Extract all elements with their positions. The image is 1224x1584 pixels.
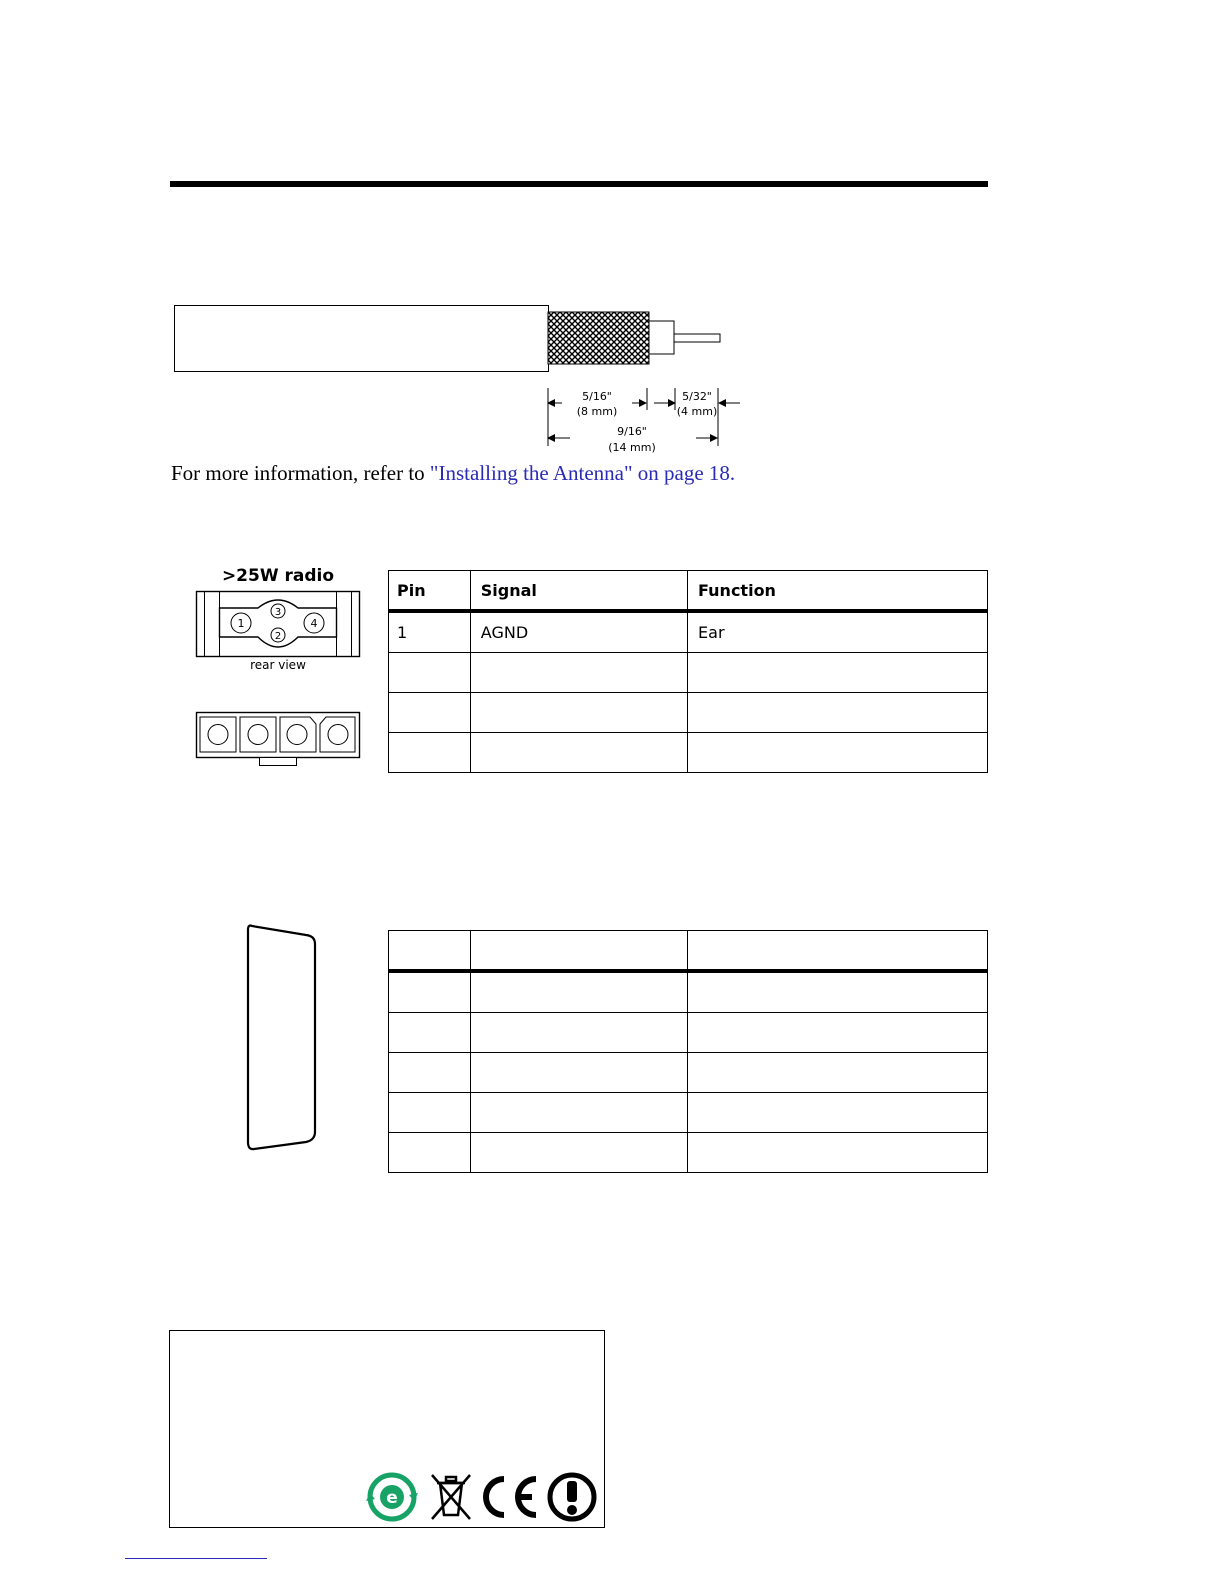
table-row (389, 693, 988, 733)
certification-box (169, 1330, 605, 1528)
table-row (389, 1133, 988, 1173)
table-cell (389, 1053, 471, 1093)
power-connector-diagram (190, 560, 370, 775)
table-row (389, 653, 988, 693)
table-row (389, 611, 988, 653)
recycle-e-icon (366, 1475, 418, 1519)
cell-pin (389, 733, 471, 773)
connector-title: >25W radio (221, 566, 335, 586)
reference-text (171, 461, 735, 486)
header-signal: Signal (470, 571, 687, 612)
svg-text:e: e (386, 1488, 398, 1508)
table-row (389, 733, 988, 773)
cell-signal: AGND (470, 611, 687, 653)
second-table (388, 930, 988, 1173)
table-cell (470, 1053, 687, 1093)
connector-caption: rear view (250, 658, 306, 672)
table-cell (389, 1013, 471, 1053)
dim-b-inch: 5/32" (682, 390, 712, 403)
cell-signal (470, 733, 687, 773)
dim-c-inch: 9/16" (617, 425, 647, 438)
header-col-1 (389, 931, 471, 972)
ce-mark-icon (486, 1479, 536, 1515)
table-cell (688, 1093, 988, 1133)
cell-signal (470, 653, 687, 693)
pin-4-label: 4 (310, 617, 318, 630)
table-header-row (389, 571, 988, 612)
table-cell (389, 1133, 471, 1173)
cable-center-conductor (674, 334, 720, 342)
header-pin: Pin (389, 571, 471, 612)
cable-strip-diagram (170, 300, 750, 460)
cell-function (688, 693, 988, 733)
table-row (389, 1053, 988, 1093)
installing-antenna-link[interactable]: "Installing the Antenna" on page 18. (429, 461, 736, 485)
pin-1-label: 1 (237, 617, 245, 630)
table-cell (470, 1093, 687, 1133)
cell-function: Ear (688, 611, 988, 653)
cable-dielectric (649, 321, 674, 354)
cell-pin: 1 (389, 611, 471, 653)
cell-function (688, 733, 988, 773)
header-function: Function (688, 571, 988, 612)
table-cell (470, 1133, 687, 1173)
pin-3-label: 3 (274, 607, 282, 618)
dim-c-mm: (14 mm) (608, 441, 656, 454)
cable-braid (548, 312, 649, 364)
dim-a-inch: 5/16" (582, 390, 612, 403)
table-cell (389, 1093, 471, 1133)
alert-mark-icon (550, 1475, 594, 1519)
cell-pin (389, 653, 471, 693)
cell-function (688, 653, 988, 693)
table-row (389, 1013, 988, 1053)
table-row (389, 971, 988, 1013)
table-cell (470, 1013, 687, 1053)
pin-table (388, 570, 988, 773)
section-divider (170, 181, 988, 187)
table-cell (688, 971, 988, 1013)
reference-prefix: For more information, refer to (171, 461, 430, 485)
table-cell (688, 1053, 988, 1093)
table-header-row (389, 931, 988, 972)
weee-bin-icon (432, 1475, 470, 1519)
table-cell (470, 971, 687, 1013)
dim-b-mm: (4 mm) (676, 405, 718, 418)
table-cell (389, 971, 471, 1013)
table-cell (688, 1013, 988, 1053)
dim-a-mm: (8 mm) (576, 405, 618, 418)
table-row (389, 1093, 988, 1133)
cell-signal (470, 693, 687, 733)
header-col-2 (470, 931, 687, 972)
header-col-3 (688, 931, 988, 972)
table-cell (688, 1133, 988, 1173)
cable-jacket (175, 306, 549, 372)
cell-pin (389, 693, 471, 733)
certification-icons (366, 1471, 598, 1523)
footer-link-underline (125, 1558, 267, 1559)
pin-2-label: 2 (274, 631, 282, 642)
dsub-connector-diagram (240, 920, 322, 1156)
